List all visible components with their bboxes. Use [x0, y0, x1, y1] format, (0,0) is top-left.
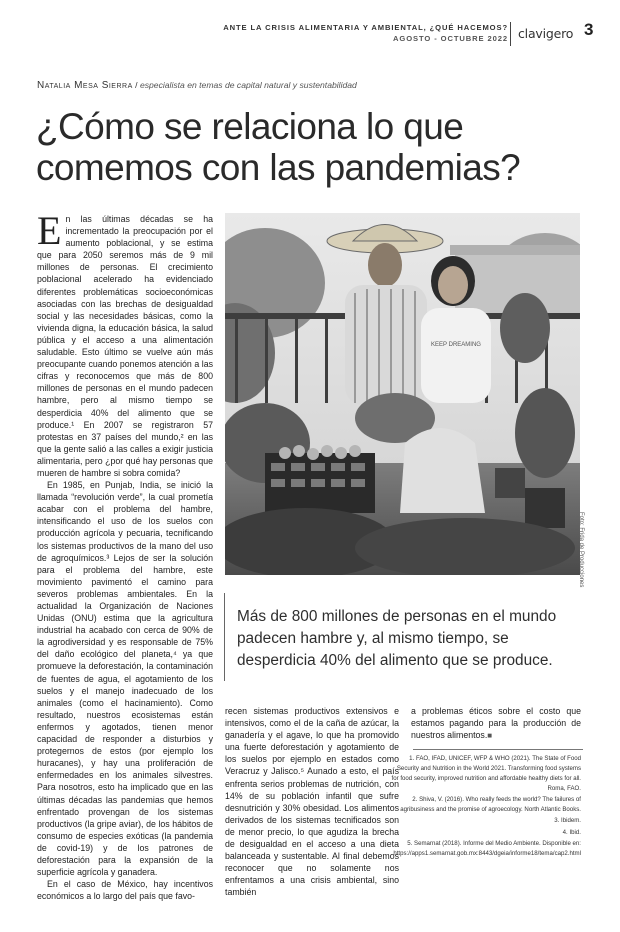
footnote	[389, 754, 581, 794]
footnote-number: 1.	[409, 755, 415, 762]
paragraph-text: n las últimas décadas se ha incrementado la preocupación por el aumento poblacional, y se estima que para 2050 seremos más de 9 mil millones de personas. El crecimiento poblacional acelerado ha evidenciado diferentes problemáticas socioeconómicas asociadas con las brechas de desigualdad social y las necesidades básicas, como la vivienda digna, la educación básica, la salud pública y el acceso a una alimentación saludable. Esto último se vuelve aún más preocupante cuando ponemos atención a las cifras y reconocemos que más de 800 millones de personas en el mundo padecen hambre, pero al mismo tiempo se desperdicia 40% del alimento que se produce.¹ En 2007 se registraron 57 protestas en 37 países del mundo,² en las que la gente salió a las calles a exigir justicia alimentaria, pero ¿por qué hay personas que mueren de hambre si sobra comida?	[37, 214, 213, 478]
drop-cap: E	[37, 213, 62, 253]
article-column-3	[411, 705, 581, 742]
pull-quote: Más de 800 millones de personas en el mundo padecen hambre y, al mismo tiempo, se desperdicia 40% del alimento que se produce.	[224, 593, 584, 681]
article-paragraph: En 1985, en Punjab, India, se inició la llamada “revolución verde”, la cual prometía acabar con el problema del hambre, intensificando el uso de los suelos con producción agrícola y pecuaria, tecnificando los sistemas productivos de la mano del uso de agroquímicos.³ Lejos de ser la solución para el problema del hambre, este movimiento pavimentó el camino para severos problemas ambientales. En la actualidad la Organización de Naciones Unidas (ONU) estima que la agricultura industrial ha acabado con cerca de 90% de la agrodiversidad y es responsable de 75% del daño ecológico del planeta,⁴ ya que promueve la deforestación, la contaminación de fuentes de agua, el agotamiento de los suelos y el manejo inadecuado de los animales (como el hacinamiento). Como resultado, nuestros ecosistemas están enfermos y agotados, tienen menor capacidad de responder a disturbios y protegernos de estos (por ejemplo los huracanes), y hay una proliferación de enfermedades en los animales silvestres. Para nosotros, esto ha implicado que en las últimas décadas las pandemias que hemos enfrentado provengan de los sistemas productivos (la gripe aviar), de los hábitos de consumo de especies exóticas (la pandemia de covid-19) y de los patrones de deforestación para la expansión de la superficie agrícola y ganadera.	[37, 480, 213, 878]
article-photo	[225, 213, 580, 575]
shirt-text: KEEP DREAMING	[431, 342, 481, 348]
footnote	[389, 795, 581, 815]
article-column-1	[37, 213, 213, 903]
footnote	[389, 839, 581, 859]
article-column-2	[225, 705, 399, 905]
notes-divider	[413, 749, 583, 750]
footnote-text: Ibid.	[569, 828, 581, 836]
article-paragraph: recen sistemas productivos extensivos e intensivos, como el de la caña de azúcar, la ganadería y el agave, lo que ha promovido una fuerte deforestación y agotamiento de los suelos por ejemplo en estados como Veracruz y Jalisco.⁵ Aunado a esto, el país enfrenta serios problemas de nutrición, con 14% de su población infantil que sufre desnutrición y 30% obesidad. Los alimentos derivados de los sistemas tecnificados son de menor precio, lo que agudiza la brecha de desigualdad en el acceso a una dieta balanceada y sustentable. Al final debemos reconocer que no solamente nos enfrentamos a una crisis ambiental, sino también	[225, 706, 399, 898]
article-paragraph	[411, 705, 581, 742]
footnote-text: Semarnat (2018). Informe del Medio Ambiente. Disponible en: https://apps1.semarnat.gob.mx:8443/dgeia/informe18/tema/cap2.html	[393, 840, 581, 858]
article-paragraph: En el caso de México, hay incentivos económicos a lo largo del país que favo-	[37, 879, 213, 902]
author-name: Natalia Mesa Sierra	[37, 80, 133, 91]
photo-credit: Foto: Frida de Producciones	[578, 512, 584, 588]
header-divider	[510, 22, 511, 46]
footnote-number: 4.	[562, 828, 568, 836]
end-mark: ■	[487, 731, 493, 741]
footnote-text: FAO, IFAD, UNICEF, WFP & WHO (2021). The State of Food Security and Nutrition in the World 2021. Transforming food systems for food security, improved nutrition and affordable healthy diets for all. Roma, FAO.	[391, 755, 581, 792]
running-title: ANTE LA CRISIS ALIMENTARIA Y AMBIENTAL, ¿QUÉ HACEMOS?	[223, 23, 508, 32]
footnote-number: 2.	[412, 796, 418, 804]
running-head	[223, 22, 508, 44]
footnote	[389, 816, 581, 826]
footnotes	[389, 754, 581, 861]
photo-illustration	[225, 213, 580, 575]
footnote	[389, 828, 581, 838]
footnote-text: Shiva, V. (2016). Who really feeds the world? The failures of agribusiness and the promise of agroecology. North Atlantic Books.	[400, 796, 581, 814]
paragraph-text: a problemas éticos sobre el costo que estamos pagando para la producción de nuestros alimentos.	[411, 706, 581, 741]
headline: ¿Cómo se relaciona lo que comemos con las pandemias?	[36, 106, 521, 188]
brand-logo: clavigero	[518, 26, 574, 41]
issue-date: AGOSTO - OCTUBRE 2022	[393, 34, 508, 43]
article-paragraph	[37, 213, 213, 479]
footnote-text: Ibidem.	[561, 817, 581, 825]
author-role: especialista en temas de capital natural y sustentabilidad	[139, 80, 357, 90]
footnote-number: 5.	[407, 840, 413, 848]
footnote-number: 3.	[554, 817, 560, 825]
byline	[37, 80, 357, 91]
page-number: 3	[584, 20, 594, 39]
byline-separator: /	[135, 80, 138, 90]
